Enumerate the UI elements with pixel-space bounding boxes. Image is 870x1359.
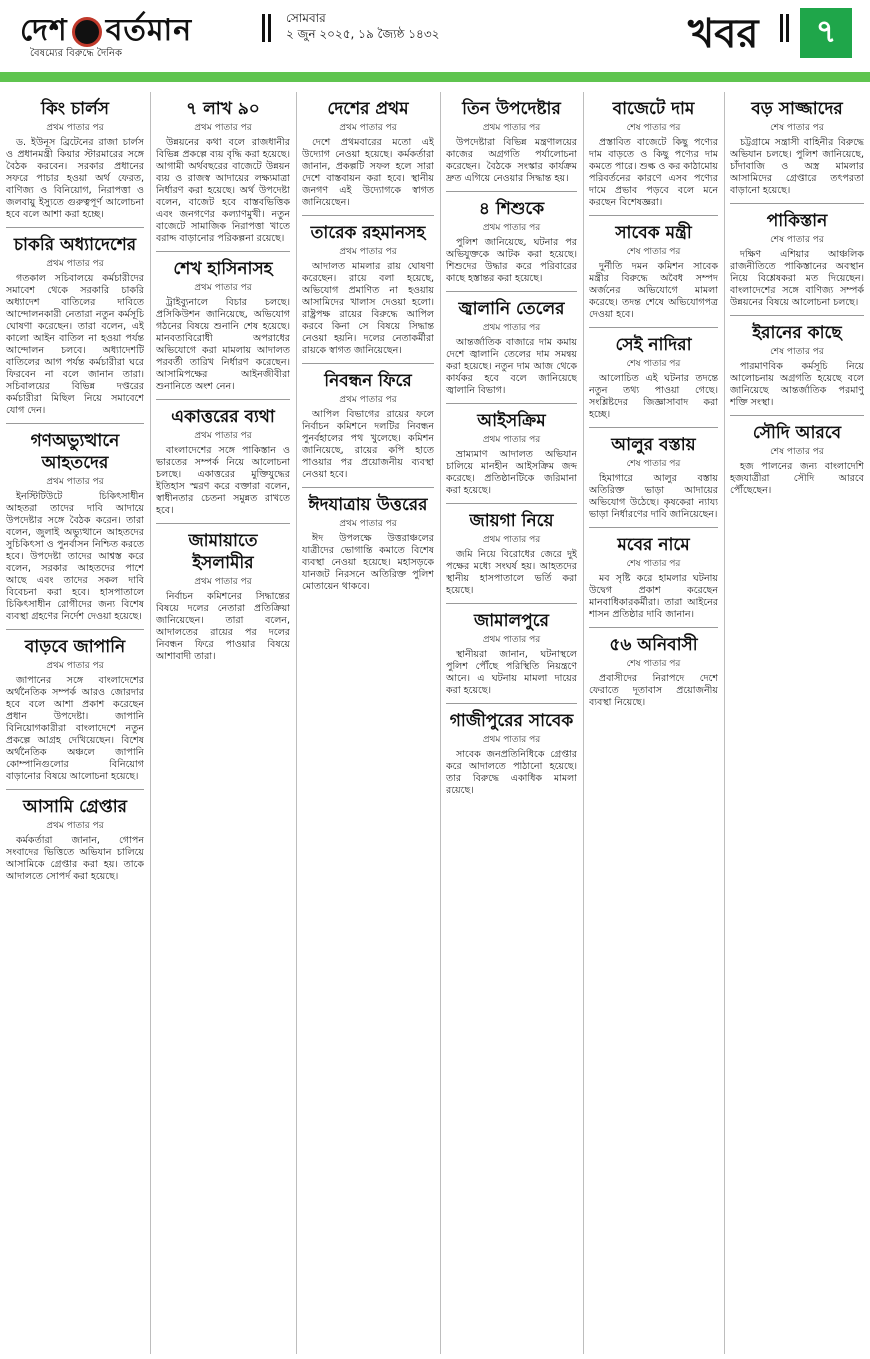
- story-body: ঈদ উপলক্ষে উত্তরাঞ্চলের যাত্রীদের ভোগান্তি কমাতে বিশেষ ব্যবস্থা নেওয়া হয়েছে। মহাসড়কে যানজট নিরসনে অতিরিক্ত পুলিশ মোতায়েন থাকবে।: [302, 533, 434, 592]
- continuation-note: প্রথম পাতার পর: [194, 431, 252, 441]
- headline: বড় সাজ্জাদের: [751, 99, 843, 119]
- story: [589, 98, 718, 209]
- divider-bar: [780, 14, 783, 42]
- story-body: ড. ইউনূস ব্রিটেনের রাজা চার্লস ও প্রধানমন্ত্রী কিয়ার স্টারমারের সঙ্গে বৈঠক করবেন। সরকার প্রধানের সফরে পাচার হওয়া অর্থ ফেরত, বাণিজ্য ও বিনিয়োগ, নিরাপত্তা ও জলবায়ু ইস্যুতে গুরুত্বপূর্ণ আলোচনা হবে বলে আশা করা হচ্ছে।: [6, 137, 144, 220]
- story-divider: [730, 415, 864, 416]
- story-body: বাংলাদেশের সঙ্গে পাকিস্তান ও ভারতের সম্পর্ক নিয়ে আলোচনা চলছে। একাত্তরের মুক্তিযুদ্ধের ইতিহাস স্মরণ করে বক্তারা বলেন, স্বাধীনতার চেতনা সমুন্নত রাখতে হবে।: [156, 445, 290, 516]
- headline: ৫৬ অনিবাসী: [609, 635, 698, 655]
- story-body: ট্রাইব্যুনালে বিচার চলছে। প্রসিকিউশন জানিয়েছে, অভিযোগ গঠনের বিষয়ে শুনানি শেষ হয়েছে। মানবতাবিরোধী অপরাধের অভিযোগে করা মামলায় আদালত পরবর্তী তারিখ নির্ধারণ করেছেন। আসামিপক্ষের আইনজীবীরা শুনানিতে অংশ নেন।: [156, 297, 290, 392]
- headline: গাজীপুরের সাবেক: [449, 711, 574, 731]
- story: [156, 530, 290, 663]
- date-line: ২ জুন ২০২৫, ১৯ জ্যৈষ্ঠ ১৪৩২: [286, 27, 440, 41]
- headline: সেই নাদিরা: [615, 335, 692, 355]
- headline: পাকিস্তান: [766, 211, 828, 231]
- continuation-note: প্রথম পাতার পর: [46, 477, 104, 487]
- story-divider: [6, 789, 144, 790]
- continuation-note: প্রথম পাতার পর: [482, 635, 541, 645]
- story-divider: [156, 399, 290, 400]
- story: [446, 298, 577, 397]
- continuation-note: শেষ পাতার পর: [770, 447, 824, 457]
- story-body: আলোচিত এই ঘটনার তদন্তে নতুন তথ্য পাওয়া গেছে। সংশ্লিষ্টদের জিজ্ঞাসাবাদ করা হচ্ছে।: [589, 373, 718, 420]
- headline: ঈদযাত্রায় উত্তরের: [308, 495, 428, 515]
- column-1: [6, 92, 144, 1350]
- story-body: সাবেক জনপ্রতিনিধিকে গ্রেপ্তার করে আদালতে পাঠানো হয়েছে। তার বিরুদ্ধে একাধিক মামলা রয়েছে।: [446, 749, 577, 796]
- tagline: বৈষম্যের বিরুদ্ধে দৈনিক: [30, 48, 123, 59]
- headline: জায়গা নিয়ে: [469, 511, 554, 531]
- story: [6, 796, 144, 883]
- headline: শেখ হাসিনাসহ: [173, 259, 273, 279]
- continuation-note: শেষ পাতার পর: [626, 123, 681, 133]
- story-divider: [302, 363, 434, 364]
- headline: বাজেটে দাম: [612, 99, 695, 119]
- story: [6, 98, 144, 221]
- story: [156, 98, 290, 245]
- headline: জামালপুরে: [474, 611, 549, 631]
- continuation-note: প্রথম পাতার পর: [46, 123, 104, 133]
- story: [446, 610, 577, 697]
- column-2: [156, 92, 290, 1350]
- story-divider: [156, 251, 290, 252]
- story-body: হিমাগারে আলুর বস্তায় অতিরিক্ত ভাড়া আদায়ের অভিযোগ উঠেছে। কৃষকেরা ন্যায্য ভাড়া নির্ধারণের দাবি জানিয়েছেন।: [589, 473, 718, 520]
- column-divider: [583, 92, 584, 1354]
- headline: দেশের প্রথম: [327, 99, 409, 119]
- continuation-note: প্রথম পাতার পর: [482, 535, 541, 545]
- story: [446, 710, 577, 797]
- story-divider: [446, 403, 577, 404]
- story: [730, 322, 864, 409]
- story-body: প্রবাসীদের নিরাপদে দেশে ফেরাতে দূতাবাস প্রয়োজনীয় ব্যবস্থা নিয়েছে।: [589, 673, 718, 708]
- story-body: গতকাল সচিবালয়ে কর্মচারীদের সমাবেশ থেকে সরকারি চাকরি অধ্যাদেশ বাতিলের দাবিতে আন্দোলনকারী নেতারা নতুন কর্মসূচি ঘোষণা করেছেন। তারা বলেন, এই কালো আইন বাতিল না হওয়া পর্যন্ত আন্দোলন চলবে। অধ্যাদেশটি বাতিলের আগ পর্যন্ত কর্মচারীরা ঘরে ফিরবেন না বলে জানান তারা। সচিবালয়ের বিভিন্ন দপ্তরের কর্মচারীরা মিছিল নিয়ে সমাবেশে যোগ দেন।: [6, 273, 144, 416]
- story-divider: [6, 629, 144, 630]
- story-divider: [730, 203, 864, 204]
- continuation-note: প্রথম পাতার পর: [339, 519, 397, 529]
- story-body: পারমাণবিক কর্মসূচি নিয়ে আলোচনায় অগ্রগতি হয়েছে বলে জানিয়েছে আন্তর্জাতিক পরমাণু শক্তি সংস্থা।: [730, 361, 864, 408]
- story: [730, 210, 864, 309]
- story: [589, 334, 718, 421]
- story-divider: [156, 523, 290, 524]
- continuation-note: শেষ পাতার পর: [770, 123, 824, 133]
- story-body: দেশে প্রথমবারের মতো এই উদ্যোগ নেওয়া হয়েছে। কর্মকর্তারা জানান, প্রকল্পটি সফল হলে সারা দেশে বাস্তবায়ন করা হবে। স্থানীয় জনগণ এই উদ্যোগকে স্বাগত জানিয়েছেন।: [302, 137, 434, 208]
- headline: তারেক রহমানসহ: [310, 223, 426, 243]
- column-4: [446, 92, 577, 1350]
- story-body: স্থানীয়রা জানান, ঘটনাস্থলে পুলিশ পৌঁছে পরিস্থিতি নিয়ন্ত্রণে আনে। এ ঘটনায় মামলা দায়ের করা হয়েছে।: [446, 649, 577, 696]
- continuation-note: প্রথম পাতার পর: [194, 577, 252, 587]
- continuation-note: প্রথম পাতার পর: [339, 123, 397, 133]
- continuation-note: প্রথম পাতার পর: [46, 821, 104, 831]
- continuation-note: প্রথম পাতার পর: [194, 123, 252, 133]
- green-rule: [0, 72, 870, 82]
- weekday: সোমবার: [286, 11, 326, 25]
- story-body: প্রস্তাবিত বাজেটে কিছু পণ্যের দাম বাড়তে ও কিছু পণ্যের দাম কমতে পারে। শুল্ক ও কর কাঠামোয় পরিবর্তনের কারণে এসব পণ্যের দামে প্রভাব পড়বে বলে মনে করছেন বিশেষজ্ঞরা।: [589, 137, 718, 208]
- story-divider: [730, 315, 864, 316]
- story: [6, 636, 144, 783]
- headline: নিবন্ধন ফিরে: [324, 371, 412, 391]
- continuation-note: প্রথম পাতার পর: [194, 283, 252, 293]
- continuation-note: প্রথম পাতার পর: [46, 661, 104, 671]
- headline: বাড়বে জাপানি: [24, 637, 126, 657]
- headline: মবের নামে: [617, 535, 690, 555]
- story: [302, 222, 434, 357]
- story-body: আন্তর্জাতিক বাজারে দাম কমায় দেশে জ্বালানি তেলের দাম সমন্বয় করা হয়েছে। নতুন দাম আজ থেকে কার্যকর হবে বলে জানিয়েছে জ্বালানি বিভাগ।: [446, 337, 577, 396]
- story: [446, 98, 577, 185]
- headline: তিন উপদেষ্টার: [462, 99, 561, 119]
- story: [6, 430, 144, 623]
- section-title: খবর: [688, 10, 759, 57]
- headline: কিং চার্লস: [41, 99, 109, 119]
- continuation-note: শেষ পাতার পর: [626, 459, 681, 469]
- story-body: পুলিশ জানিয়েছে, ঘটনার পর অভিযুক্তকে আটক করা হয়েছে। শিশুদের উদ্ধার করে পরিবারের কাছে হস্তান্তর করা হয়েছে।: [446, 237, 577, 284]
- column-divider: [724, 92, 725, 1354]
- story-body: উপদেষ্টারা বিভিন্ন মন্ত্রণালয়ের কাজের অগ্রগতি পর্যালোচনা করেছেন। বৈঠকে সংস্কার কার্যক্রম দ্রুত এগিয়ে নেওয়ার সিদ্ধান্ত হয়।: [446, 137, 577, 184]
- story: [589, 634, 718, 709]
- headline: গণঅভ্যুত্থানে আহতদের: [30, 431, 120, 473]
- story-body: উন্নয়নের কথা বলে রাজধানীর বিভিন্ন প্রকল্পে ব্যয় বৃদ্ধি করা হয়েছে। আগামী অর্থবছরের বাজেটে উন্নয়ন ব্যয় ও রাজস্ব আদায়ের লক্ষ্যমাত্রা নির্ধারণ করা হয়েছে। অর্থ উপদেষ্টা বলেন, বাজেট হবে বাস্তবভিত্তিক এবং জনগণের কল্যাণমুখী। নতুন বাজেটে সামাজিক নিরাপত্তা খাতে বরাদ্দ বাড়ানোর পরিকল্পনা রয়েছে।: [156, 137, 290, 244]
- story: [730, 422, 864, 497]
- continuation-note: প্রথম পাতার পর: [482, 123, 541, 133]
- headline: আলুর বস্তায়: [611, 435, 696, 455]
- story-divider: [589, 627, 718, 628]
- story-body: ভ্রাম্যমাণ আদালত অভিযান চালিয়ে মানহীন আইসক্রিম জব্দ করেছে। প্রতিষ্ঠানটিকে জরিমানা করা হয়েছে।: [446, 449, 577, 496]
- story-body: দুর্নীতি দমন কমিশন সাবেক মন্ত্রীর বিরুদ্ধে অবৈধ সম্পদ অর্জনের অভিযোগে মামলা করেছে। তদন্ত শেষে অভিযোগপত্র দেওয়া হবে।: [589, 261, 718, 320]
- logo-text-left: দেশ: [20, 13, 68, 48]
- headline: ৪ শিশুকে: [478, 199, 545, 219]
- divider-bar: [268, 14, 271, 42]
- headline: সাবেক মন্ত্রী: [615, 223, 692, 243]
- story-body: কর্মকর্তারা জানান, গোপন সংবাদের ভিত্তিতে অভিযান চালিয়ে আসামিকে গ্রেপ্তার করা হয়। তাকে আদালতে সোপর্দ করা হয়েছে।: [6, 835, 144, 882]
- headline: ইরানের কাছে: [752, 323, 842, 343]
- headline: জামায়াতে ইসলামীর: [188, 531, 258, 573]
- story-divider: [6, 423, 144, 424]
- column-6: [730, 92, 864, 1350]
- headline: জ্বালানি তেলের: [458, 299, 565, 319]
- story-divider: [302, 487, 434, 488]
- continuation-note: প্রথম পাতার পর: [482, 435, 541, 445]
- headline: সৌদি আরবে: [752, 423, 842, 443]
- continuation-note: প্রথম পাতার পর: [482, 223, 541, 233]
- story-body: হজ পালনের জন্য বাংলাদেশি হজযাত্রীরা সৌদি আরবে পৌঁছেছেন।: [730, 461, 864, 496]
- story-divider: [446, 603, 577, 604]
- story: [589, 434, 718, 521]
- story: [446, 410, 577, 497]
- story-divider: [302, 215, 434, 216]
- column-3: [302, 92, 434, 1350]
- headline: চাকরি অধ্যাদেশের: [13, 235, 137, 255]
- headline: আইসক্রিম: [477, 411, 546, 431]
- continuation-note: শেষ পাতার পর: [626, 659, 681, 669]
- story-divider: [446, 291, 577, 292]
- column-divider: [296, 92, 297, 1354]
- story: [302, 98, 434, 209]
- story-body: দক্ষিণ এশিয়ার আঞ্চলিক রাজনীতিতে পাকিস্তানের অবস্থান নিয়ে বিশ্লেষকরা মত দিয়েছেন। বাংলাদেশের সঙ্গে বাণিজ্য সম্পর্ক উন্নয়নের বিষয়ে আলোচনা চলছে।: [730, 249, 864, 308]
- continuation-note: শেষ পাতার পর: [626, 359, 681, 369]
- headline: একাত্তরের ব্যথা: [171, 407, 275, 427]
- story-body: ইনস্টিটিউটে চিকিৎসাধীন আহতরা তাদের দাবি আদায়ে উপদেষ্টার সঙ্গে বৈঠক করেন। তারা বলেন, জুলাই অভ্যুত্থানে আহতদের সুচিকিৎসা ও পুনর্বাসন নিশ্চিত করতে হবে। উপদেষ্টা তাদের আশ্বস্ত করে বলেন, সরকার আহতদের পাশে আছে এবং তাদের সকল দাবি বিবেচনা করা হবে। হাসপাতালে চিকিৎসাধীন রোগীদের জন্য বিশেষ ব্যবস্থা গ্রহণের নির্দেশ দেওয়া হয়েছে।: [6, 491, 144, 622]
- masthead: [0, 0, 870, 86]
- continuation-note: প্রথম পাতার পর: [339, 395, 397, 405]
- story: [302, 370, 434, 481]
- story-divider: [589, 427, 718, 428]
- continuation-note: শেষ পাতার পর: [626, 559, 681, 569]
- story-divider: [589, 327, 718, 328]
- story-body: মব সৃষ্টি করে হামলার ঘটনায় উদ্বেগ প্রকাশ করেছেন মানবাধিকারকর্মীরা। তারা আইনের শাসন প্রতিষ্ঠার দাবি জানান।: [589, 573, 718, 620]
- story: [6, 234, 144, 417]
- headline: আসামি গ্রেপ্তার: [22, 797, 128, 817]
- continuation-note: শেষ পাতার পর: [770, 235, 824, 245]
- continuation-note: শেষ পাতার পর: [626, 247, 681, 257]
- story: [730, 98, 864, 197]
- story-body: জমি নিয়ে বিরোধের জেরে দুই পক্ষের মধ্যে সংঘর্ষ হয়। আহতদের স্থানীয় হাসপাতালে ভর্তি করা হয়েছে।: [446, 549, 577, 596]
- story: [302, 494, 434, 593]
- story-body: চট্টগ্রামে সন্ত্রাসী বাহিনীর বিরুদ্ধে অভিযান চলছে। পুলিশ জানিয়েছে, চাঁদাবাজি ও অস্ত্র মামলার আসামিদের গ্রেপ্তারে তৎপরতা বাড়ানো হয়েছে।: [730, 137, 864, 196]
- story-divider: [589, 527, 718, 528]
- story-divider: [446, 191, 577, 192]
- headline: ৭ লাখ ৯০: [186, 99, 260, 119]
- column-divider: [440, 92, 441, 1354]
- continuation-note: প্রথম পাতার পর: [482, 735, 541, 745]
- story: [156, 406, 290, 517]
- column-divider: [150, 92, 151, 1354]
- continuation-note: প্রথম পাতার পর: [482, 323, 541, 333]
- continuation-note: প্রথম পাতার পর: [339, 247, 397, 257]
- story-body: নির্বাচন কমিশনের সিদ্ধান্তের বিষয়ে দলের নেতারা প্রতিক্রিয়া জানিয়েছেন। তারা বলেন, আদালতের রায়ের পর দলের নিবন্ধন ফিরে পাওয়ার বিষয়ে আশাবাদী তারা।: [156, 591, 290, 662]
- story: [446, 198, 577, 285]
- story-divider: [446, 703, 577, 704]
- story-divider: [589, 215, 718, 216]
- story: [589, 222, 718, 321]
- story-body: জাপানের সঙ্গে বাংলাদেশের অর্থনৈতিক সম্পর্ক আরও জোরদার হবে বলে আশা প্রকাশ করেছেন প্রধান উপদেষ্টা। জাপানি বিনিয়োগকারীরা বাংলাদেশে নতুন প্রকল্পে আগ্রহ দেখিয়েছেন। বিশেষ অর্থনৈতিক অঞ্চলে জাপানি কোম্পানিগুলোর বিনিয়োগ বাড়ানোর বিষয়ে আলোচনা হয়েছে।: [6, 675, 144, 782]
- logo-seal-icon: [72, 17, 102, 47]
- logo-text-right: বর্তমান: [105, 13, 193, 48]
- story: [156, 258, 290, 393]
- story-divider: [446, 503, 577, 504]
- divider-bar: [786, 14, 789, 42]
- continuation-note: প্রথম পাতার পর: [46, 259, 104, 269]
- continuation-note: শেষ পাতার পর: [770, 347, 824, 357]
- story-divider: [6, 227, 144, 228]
- column-5: [589, 92, 718, 1350]
- page-number: ৭: [800, 8, 852, 58]
- story: [589, 534, 718, 621]
- story: [446, 510, 577, 597]
- story-body: আপিল বিভাগের রায়ের ফলে নির্বাচন কমিশনে দলটির নিবন্ধন পুনর্বহালের পথ খুলেছে। কমিশন জানিয়েছে, রায়ের কপি হাতে পাওয়ার পর প্রয়োজনীয় ব্যবস্থা নেওয়া হবে।: [302, 409, 434, 480]
- story-body: আদালত মামলার রায় ঘোষণা করেছেন। রায়ে বলা হয়েছে, অভিযোগ প্রমাণিত না হওয়ায় আসামিদের খালাস দেওয়া হলো। রাষ্ট্রপক্ষ রায়ের বিরুদ্ধে আপিল করবে কিনা সে বিষয়ে সিদ্ধান্ত নেওয়া হয়নি। দলের নেতাকর্মীরা রায়কে স্বাগত জানিয়েছেন।: [302, 261, 434, 356]
- divider-bar: [262, 14, 265, 42]
- issue-date: [286, 10, 439, 42]
